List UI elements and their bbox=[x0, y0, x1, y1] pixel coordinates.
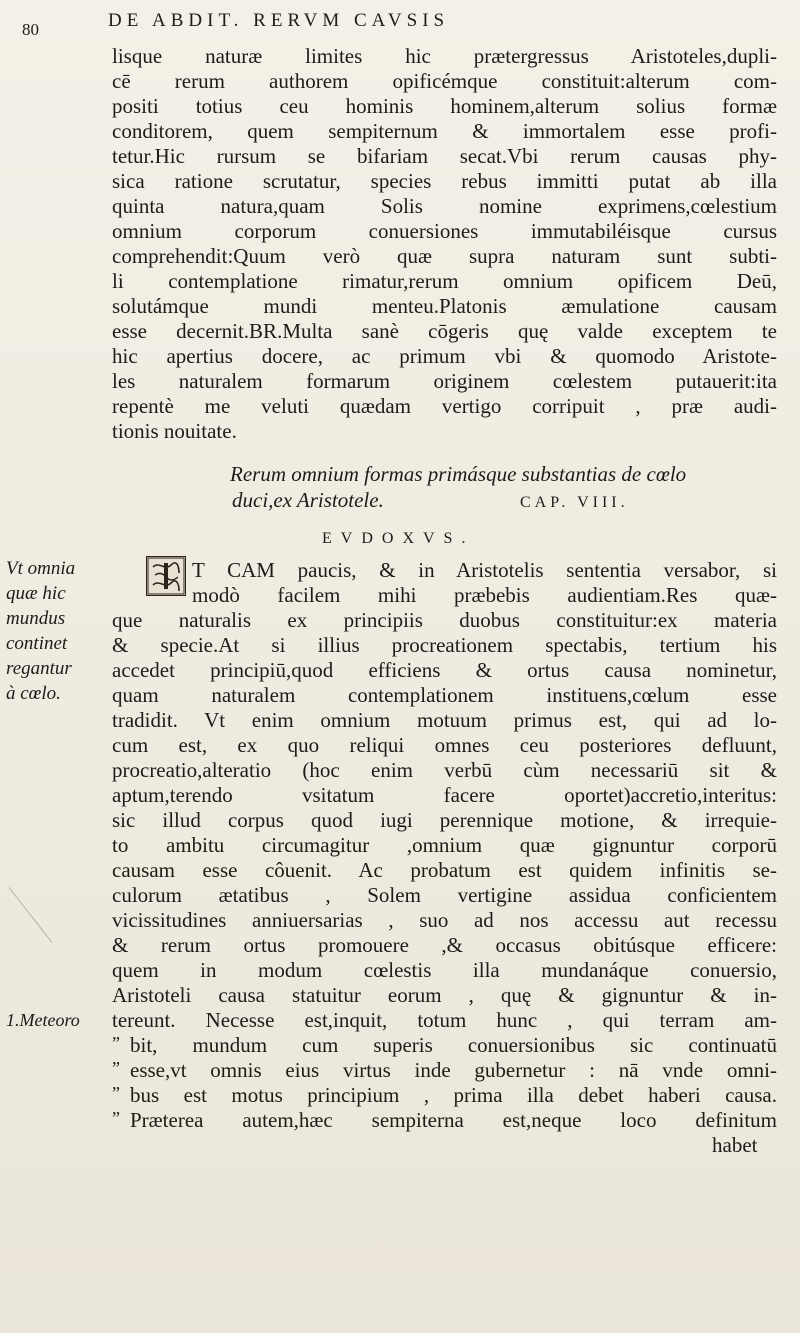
decorated-initial-i-icon bbox=[146, 556, 186, 596]
chapter-title-line-1: Rerum omnium formas primásque substantias de cœlo bbox=[230, 462, 687, 486]
margin-note bbox=[6, 556, 98, 706]
text-line: cē rerum authorem opificémque constituit:alterum com- bbox=[112, 69, 777, 93]
text-line: & rerum ortus promouere ,& occasus obitúsque efficere: bbox=[112, 933, 777, 957]
text-line: esse decernit.BR.Multa sanè cōgeris quę valde exceptem te bbox=[112, 319, 777, 343]
text-line: positi totius ceu hominis hominem,alterum solius formæ bbox=[112, 94, 777, 118]
text-line: tereunt. Necesse est,inquit, totum hunc , qui terram am- bbox=[112, 1008, 777, 1032]
chapter-title-line-2: duci,ex Aristotele. bbox=[232, 488, 384, 512]
margin-note-line: continet bbox=[6, 633, 68, 654]
quotation-mark: ” bbox=[112, 1033, 120, 1053]
quotation-mark: ” bbox=[112, 1058, 120, 1078]
text-line: bit, mundum cum superis conuersionibus sic continuatū bbox=[130, 1033, 777, 1057]
text-line: cum est, ex quo reliqui omnes ceu posteriores defluunt, bbox=[112, 733, 777, 757]
quotation-mark: ” bbox=[112, 1108, 120, 1128]
catchword: habet bbox=[712, 1133, 758, 1157]
text-line: culorum ætatibus , Solem vertigine assidua conficientem bbox=[112, 883, 777, 907]
page-header bbox=[22, 6, 582, 40]
text-line: quam naturalem contemplationem instituens,cœlum esse bbox=[112, 683, 777, 707]
text-line: aptum,terendo vsitatum facere oportet)accretio,interitus: bbox=[112, 783, 777, 807]
text-line: modò facilem mihi præbebis audientiam.Res quæ- bbox=[192, 583, 777, 607]
running-title: DE ABDIT. RERVM CAVSIS bbox=[108, 10, 450, 31]
text-line: les naturalem formarum originem cœlestem putauerit:ita bbox=[112, 369, 777, 393]
text-line: T CAM paucis, & in Aristotelis sententia versabor, si bbox=[192, 558, 777, 582]
text-line: sica ratione scrutatur, species rebus immitti putat ab illa bbox=[112, 169, 777, 193]
margin-note-line: Vt omnia bbox=[6, 558, 76, 579]
text-line: bus est motus principium , prima illa debet haberi causa. bbox=[130, 1083, 777, 1107]
margin-note-line: quæ hic bbox=[6, 583, 66, 604]
text-line: solutámque mundi menteu.Platonis æmulatione causam bbox=[112, 294, 777, 318]
page-number: 80 bbox=[22, 20, 39, 39]
text-line: conditorem, quem sempiternum & immortalem esse profi- bbox=[112, 119, 777, 143]
text-line: sic illud corpus quod iugi perennique motione, & irrequie- bbox=[112, 808, 777, 832]
text-line: comprehendit:Quum verò quæ supra naturam sunt subti- bbox=[112, 244, 777, 268]
text-line: & specie.At si illius procreationem spectabis, tertium his bbox=[112, 633, 777, 657]
text-line: tionis nouitate. bbox=[112, 419, 237, 443]
text-line: hic apertius docere, ac primum vbi & quomodo Aristote- bbox=[112, 344, 777, 368]
chapter-label: CAP. VIII. bbox=[520, 494, 629, 511]
page-mark bbox=[9, 887, 53, 943]
speaker-name: EVDOXVS. bbox=[322, 530, 475, 547]
margin-note-line: mundus bbox=[6, 608, 66, 629]
text-line: Aristoteli causa statuitur eorum , quę & gignuntur & in- bbox=[112, 983, 777, 1007]
text-line: causam esse côuenit. Ac probatum est quidem infinitis se- bbox=[112, 858, 777, 882]
text-line: to ambitu circumagitur ,omnium quæ gignuntur corporū bbox=[112, 833, 777, 857]
text-line: Præterea autem,hæc sempiterna est,neque loco definitum bbox=[130, 1108, 777, 1132]
text-line: quinta natura,quam Solis nomine exprimens,cœlestium bbox=[112, 194, 777, 218]
side-reference: 1.Meteoro bbox=[6, 1010, 80, 1030]
text-line: tetur.Hic rursum se bifariam secat.Vbi rerum causas phy- bbox=[112, 144, 777, 168]
text-line: repentè me veluti quædam vertigo corripuit , præ audi- bbox=[112, 394, 777, 418]
text-line: accedet principiū,quod efficiens & ortus causa nominetur, bbox=[112, 658, 777, 682]
text-line: quem in modum cœlestis illa mundanáque conuersio, bbox=[112, 958, 777, 982]
text-line: vicissitudines anniuersarias , suo ad nos accessu aut recessu bbox=[112, 908, 777, 932]
text-line: procreatio,alteratio (hoc enim verbū cùm necessariū sit & bbox=[112, 758, 777, 782]
text-line: esse,vt omnis eius virtus inde gubernetur : nā vnde omni- bbox=[130, 1058, 777, 1082]
text-line: lisque naturæ limites hic prætergressus Aristoteles,dupli- bbox=[112, 44, 777, 68]
text-line: omnium corporum conuersiones immutabiléisque cursus bbox=[112, 219, 777, 243]
text-line: tradidit. Vt enim omnium motuum primus est, qui ad lo- bbox=[112, 708, 777, 732]
margin-note-line: regantur bbox=[6, 658, 72, 679]
quotation-mark: ” bbox=[112, 1083, 120, 1103]
text-line: que naturalis ex principiis duobus constituitur:ex materia bbox=[112, 608, 777, 632]
margin-note-line: à cœlo. bbox=[6, 683, 61, 704]
text-line: li contemplatione rimatur,rerum omnium opificem Deū, bbox=[112, 269, 777, 293]
